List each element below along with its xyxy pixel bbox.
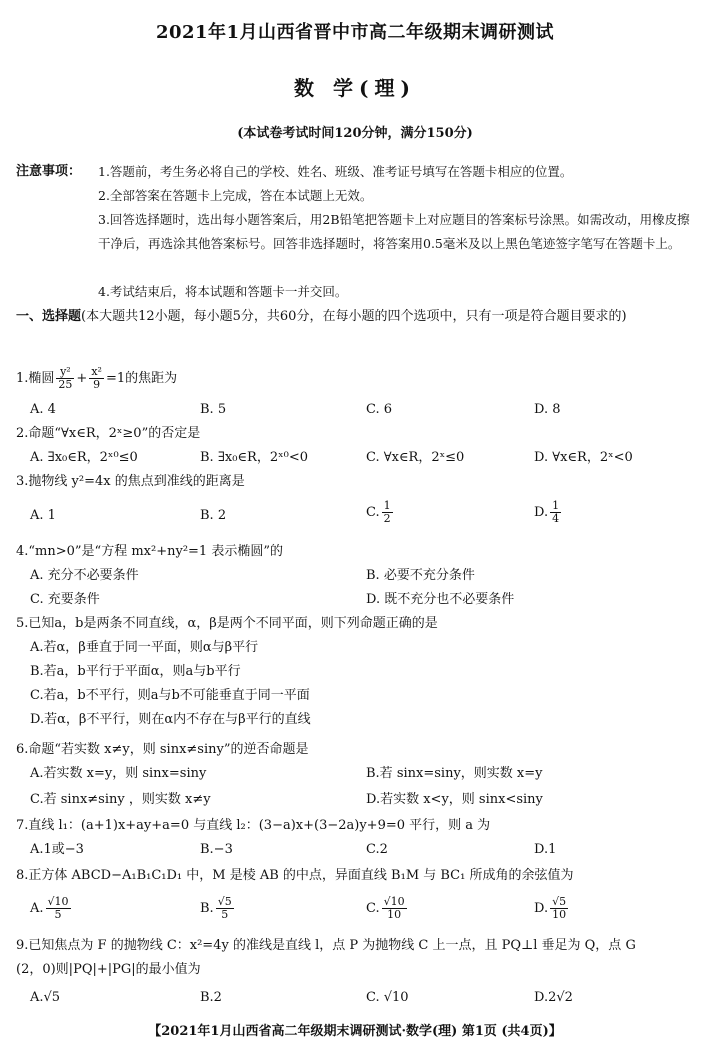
note-item: 4.考试结束后，将本试题和答题卡一并交回。 bbox=[98, 284, 348, 299]
question-1 bbox=[16, 366, 700, 391]
fraction: $\frac{√10}{5}$ bbox=[47, 895, 69, 921]
fraction: $\frac{√10}{10}$ bbox=[383, 895, 405, 921]
fraction: $\frac{\text{x²}}{9}$ bbox=[91, 365, 102, 391]
option-b: B.若a，b平行于平面α，则a与b平行 bbox=[30, 664, 241, 679]
option-c: C. 充要条件 bbox=[30, 592, 100, 607]
question-5: 5.已知a，b是两条不同直线，α，β是两个不同平面，则下列命题正确的是 bbox=[16, 616, 438, 631]
option-b: B.2 bbox=[200, 990, 222, 1005]
option-d: D. 8 bbox=[534, 402, 561, 417]
subject-title: 数 学(理) bbox=[294, 76, 416, 100]
option-c: C. $\frac{1}{2}$ bbox=[366, 499, 391, 525]
option-b: B. $\frac{√5}{5}$ bbox=[200, 895, 232, 921]
option-b: B.若 sinx=siny，则实数 x=y bbox=[366, 766, 543, 781]
exam-title: 2021年1月山西省晋中市高二年级期末调研测试 bbox=[155, 22, 555, 43]
question-7: 7.直线 l₁：(a+1)x+ay+a=0 与直线 l₂：(3−a)x+(3−2a)y+9=0 平行，则 a 为 bbox=[16, 818, 491, 833]
question-8: 8.正方体 ABCD−A₁B₁C₁D₁ 中，M 是棱 AB 的中点，异面直线 B₁M 与 BC₁ 所成角的余弦值为 bbox=[16, 868, 574, 883]
section-heading bbox=[16, 305, 700, 329]
question-6: 6.命题“若实数 x≠y，则 sinx≠siny”的逆否命题是 bbox=[16, 742, 309, 757]
option-d: D. $\frac{√5}{10}$ bbox=[534, 895, 567, 921]
option-c: C. ∀x∈R，2ˣ≤0 bbox=[366, 450, 465, 465]
q1-prefix: 1.椭圆 bbox=[16, 371, 55, 386]
option-c: C.若 sinx≠siny ，则实数 x≠y bbox=[30, 792, 211, 807]
option-c: C.若a，b不平行，则a与b不可能垂直于同一平面 bbox=[30, 688, 310, 703]
option-d: D.1 bbox=[534, 842, 557, 857]
option-a: A. ∃x₀∈R，2ˣ⁰≤0 bbox=[30, 450, 138, 465]
option-a: A. 充分不必要条件 bbox=[30, 568, 139, 583]
option-c: C. $\frac{√10}{10}$ bbox=[366, 895, 405, 921]
section-label: 一、选择题 bbox=[16, 309, 82, 324]
question-9-line-1: 9.已知焦点为 F 的抛物线 C：x²=4y 的准线是直线 l，点 P 为抛物线 C 上一点，且 PQ⊥l 垂足为 Q，点 G bbox=[16, 938, 636, 953]
question-9-line-2: (2，0)则|PQ|+|PG|的最小值为 bbox=[16, 962, 201, 977]
option-d: D. 既不充分也不必要条件 bbox=[366, 592, 515, 607]
question-3: 3.抛物线 y²=4x 的焦点到准线的距离是 bbox=[16, 474, 245, 489]
option-a: A. 4 bbox=[30, 402, 56, 417]
note-item: 1.答题前，考生务必将自己的学校、姓名、班级、准考证号填写在答题卡相应的位置。 bbox=[98, 164, 573, 179]
option-d: D. ∀x∈R，2ˣ<0 bbox=[534, 450, 633, 465]
note-item: 2.全部答案在答题卡上完成，答在本试题上无效。 bbox=[98, 188, 373, 203]
fraction: $\frac{1}{2}$ bbox=[383, 499, 391, 525]
plus-sign: + bbox=[76, 371, 88, 386]
q1-suffix: =1的焦距为 bbox=[105, 371, 178, 386]
option-a: A.1或−3 bbox=[30, 842, 84, 857]
fraction: $\frac{√5}{10}$ bbox=[552, 895, 567, 921]
option-b: B.−3 bbox=[200, 842, 233, 857]
option-c: C. 6 bbox=[366, 402, 393, 417]
question-2: 2.命题“∀x∈R，2ˣ≥0”的否定是 bbox=[16, 426, 201, 441]
note-item: 3.回答选择题时，选出每小题答案后，用2B铅笔把答题卡上对应题目的答案标号涂黑。如需改动，用橡皮擦干净后，再选涂其他答案标号。回答非选择题时，将答案用0.5毫米及以上黑色笔迹签字笔写在答题卡上。 bbox=[98, 212, 690, 251]
time-note: (本试卷考试时间120分钟，满分150分) bbox=[237, 126, 473, 141]
option-d: D.2√2 bbox=[534, 990, 573, 1005]
option-c: C. √10 bbox=[366, 990, 409, 1005]
option-a: A. 1 bbox=[30, 508, 56, 523]
option-a: A. $\frac{√10}{5}$ bbox=[30, 895, 69, 921]
section-text: (本大题共12小题，每小题5分，共60分，在每小题的四个选项中，只有一项是符合题目要求的) bbox=[81, 309, 627, 324]
option-a: A.若α，β垂直于同一平面，则α与β平行 bbox=[30, 640, 259, 655]
option-a: A.√5 bbox=[30, 990, 61, 1005]
option-b: B. 必要不充分条件 bbox=[366, 568, 475, 583]
option-b: B. 2 bbox=[200, 508, 227, 523]
fraction: $\frac{\text{y²}}{25}$ bbox=[58, 365, 73, 391]
option-d: D.若α，β不平行，则在α内不存在与β平行的直线 bbox=[30, 712, 311, 727]
fraction: $\frac{1}{4}$ bbox=[552, 499, 560, 525]
option-b: B. 5 bbox=[200, 402, 227, 417]
option-b: B. ∃x₀∈R，2ˣ⁰<0 bbox=[200, 450, 308, 465]
fraction: $\frac{√5}{5}$ bbox=[217, 895, 232, 921]
option-a: A.若实数 x=y，则 sinx=siny bbox=[30, 766, 207, 781]
notes-label: 注意事项： bbox=[16, 164, 82, 179]
question-4: 4.“mn>0”是“方程 mx²+ny²=1 表示椭圆”的 bbox=[16, 544, 283, 559]
option-d: D.若实数 x<y，则 sinx<siny bbox=[366, 792, 543, 807]
option-c: C.2 bbox=[366, 842, 388, 857]
option-d: D. $\frac{1}{4}$ bbox=[534, 499, 560, 525]
page-footer: 【2021年1月山西省高二年级期末调研测试·数学(理) 第1页 (共4页)】 bbox=[148, 1024, 562, 1039]
